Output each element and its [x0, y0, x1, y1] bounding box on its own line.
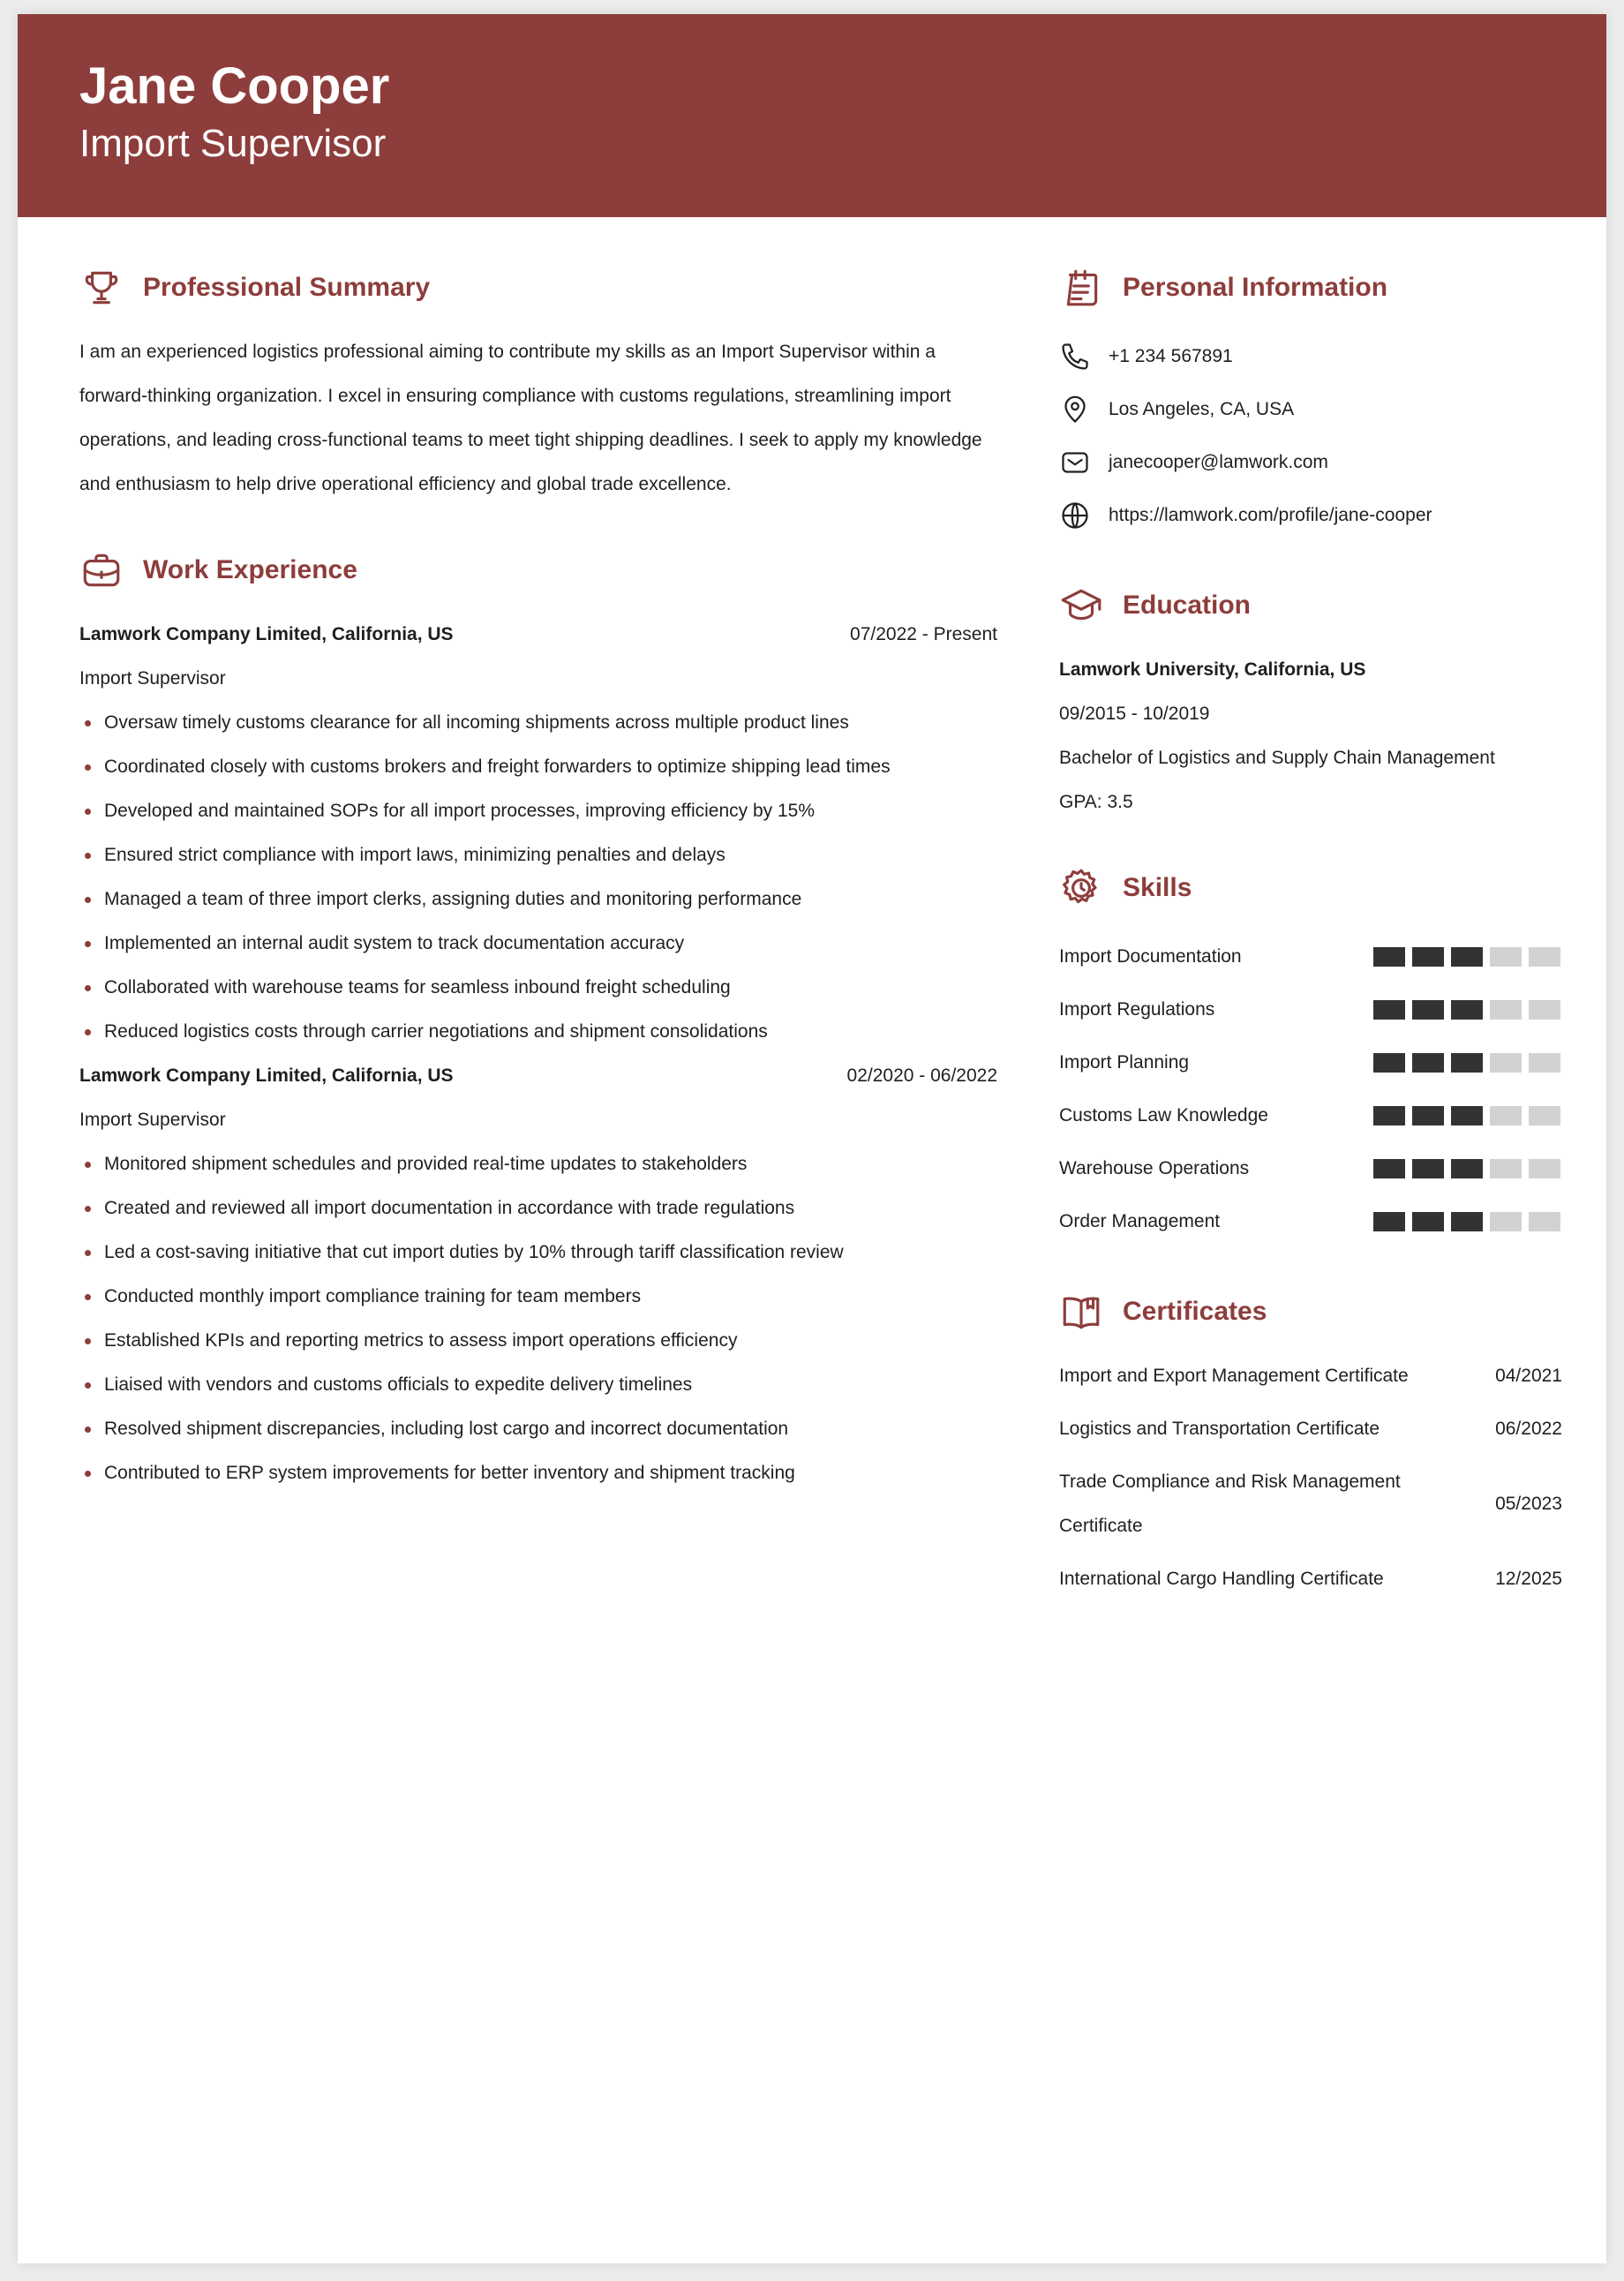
skill-level-bar [1373, 1053, 1560, 1073]
phone-text: +1 234 567891 [1109, 346, 1233, 366]
job-bullets [79, 701, 997, 1054]
skill-level-bar [1373, 1212, 1560, 1231]
job-dates: 07/2022 - Present [850, 624, 997, 644]
certificates-section [1059, 1285, 1562, 1601]
skill-level-bar [1373, 1106, 1560, 1125]
skills-section [1059, 862, 1562, 1248]
certificate-date: 05/2023 [1495, 1494, 1562, 1514]
work-heading: Work Experience [143, 555, 357, 584]
skill-segment-filled [1451, 1000, 1483, 1020]
job-dates: 02/2020 - 06/2022 [846, 1065, 997, 1086]
skill-level-bar [1373, 1159, 1560, 1178]
certificate-date: 04/2021 [1495, 1366, 1562, 1386]
left-column [79, 261, 997, 1532]
globe-icon [1059, 500, 1091, 531]
job-bullet: Implemented an internal audit system to track documentation accuracy [79, 922, 997, 966]
summary-heading: Professional Summary [143, 273, 431, 302]
calendar-note-icon [1059, 266, 1103, 310]
job-entry [79, 613, 997, 1054]
certificate-date: 06/2022 [1495, 1419, 1562, 1439]
job-header [79, 613, 997, 657]
certificates-header [1059, 1285, 1562, 1338]
open-book-icon [1059, 1290, 1103, 1334]
skill-segment-filled [1412, 1106, 1444, 1125]
candidate-title: Import Supervisor [79, 121, 387, 165]
job-bullet: Ensured strict compliance with import laws, minimizing penalties and delays [79, 833, 997, 877]
job-bullet: Collaborated with warehouse teams for seamless inbound freight scheduling [79, 966, 997, 1010]
skill-segment-filled [1451, 1106, 1483, 1125]
website-link[interactable]: https://lamwork.com/profile/jane-cooper [1109, 505, 1432, 525]
skill-segment-filled [1373, 1106, 1405, 1125]
skill-level-bar [1373, 947, 1560, 967]
skill-row [1059, 1089, 1562, 1142]
certificate-name: Trade Compliance and Risk Management Certificate [1059, 1472, 1401, 1536]
skill-segment-empty [1529, 1053, 1560, 1073]
skill-name: Customs Law Knowledge [1059, 1105, 1268, 1125]
skill-segment-empty [1490, 947, 1522, 967]
certificate-row [1059, 1557, 1562, 1601]
skill-segment-empty [1529, 1212, 1560, 1231]
skill-row [1059, 930, 1562, 983]
email-text[interactable]: janecooper@lamwork.com [1109, 452, 1328, 472]
briefcase-icon [79, 548, 124, 592]
summary-section [79, 261, 997, 507]
job-bullet: Coordinated closely with customs brokers and freight forwarders to optimize shipping lead times [79, 745, 997, 789]
candidate-name: Jane Cooper [79, 57, 390, 115]
skill-name: Import Planning [1059, 1052, 1190, 1073]
phone-icon [1059, 341, 1091, 373]
job-bullet: Conducted monthly import compliance training for team members [79, 1275, 997, 1319]
skill-name: Warehouse Operations [1059, 1158, 1250, 1178]
website-row [1059, 489, 1562, 542]
skill-level-bar [1373, 1000, 1560, 1020]
job-entry [79, 1054, 997, 1495]
summary-header [79, 261, 997, 314]
graduation-cap-icon [1059, 583, 1103, 628]
skill-name: Import Documentation [1059, 946, 1242, 967]
skill-segment-filled [1412, 1000, 1444, 1020]
skill-segment-filled [1412, 1053, 1444, 1073]
work-section [79, 544, 997, 1495]
skills-header [1059, 862, 1562, 915]
job-bullet: Contributed to ERP system improvements for better inventory and shipment tracking [79, 1451, 997, 1495]
skill-name: Order Management [1059, 1211, 1221, 1231]
job-bullet: Established KPIs and reporting metrics to assess import operations efficiency [79, 1319, 997, 1363]
skill-segment-filled [1451, 1212, 1483, 1231]
location-pin-icon [1059, 394, 1091, 425]
job-bullet: Resolved shipment discrepancies, including lost cargo and incorrect documentation [79, 1407, 997, 1451]
skill-row [1059, 1036, 1562, 1089]
skill-segment-filled [1451, 947, 1483, 967]
job-bullets [79, 1142, 997, 1495]
job-bullet: Oversaw timely customs clearance for all incoming shipments across multiple product lines [79, 701, 997, 745]
education-degree: Bachelor of Logistics and Supply Chain Management [1059, 748, 1495, 768]
skill-segment-filled [1373, 1000, 1405, 1020]
skill-segment-empty [1490, 1159, 1522, 1178]
skill-segment-empty [1490, 1000, 1522, 1020]
email-row [1059, 436, 1562, 489]
skill-segment-filled [1451, 1053, 1483, 1073]
skill-segment-empty [1490, 1212, 1522, 1231]
skill-segment-empty [1529, 1000, 1560, 1020]
skill-segment-filled [1373, 1212, 1405, 1231]
skill-name: Import Regulations [1059, 999, 1215, 1020]
skill-segment-filled [1412, 947, 1444, 967]
skills-heading: Skills [1123, 873, 1192, 902]
skill-segment-filled [1412, 1159, 1444, 1178]
skill-row [1059, 983, 1562, 1036]
phone-row [1059, 330, 1562, 383]
skill-segment-empty [1529, 1106, 1560, 1125]
location-row [1059, 383, 1562, 436]
work-header [79, 544, 997, 597]
certificate-row [1059, 1354, 1562, 1398]
certificate-name: Import and Export Management Certificate [1059, 1366, 1409, 1386]
resume-page [18, 14, 1606, 2263]
skill-segment-filled [1373, 1159, 1405, 1178]
education-section [1059, 579, 1562, 824]
job-position: Import Supervisor [79, 1110, 226, 1130]
education-header [1059, 579, 1562, 632]
certificate-row [1059, 1407, 1562, 1451]
skill-segment-empty [1529, 1159, 1560, 1178]
job-bullet: Developed and maintained SOPs for all import processes, improving efficiency by 15% [79, 789, 997, 833]
job-bullet: Reduced logistics costs through carrier negotiations and shipment consolidations [79, 1010, 997, 1054]
job-bullet: Liaised with vendors and customs officials to expedite delivery timelines [79, 1363, 997, 1407]
skill-segment-filled [1412, 1212, 1444, 1231]
certificate-name: Logistics and Transportation Certificate [1059, 1419, 1380, 1439]
certificates-heading: Certificates [1123, 1297, 1267, 1326]
skill-segment-empty [1490, 1106, 1522, 1125]
personal-heading: Personal Information [1123, 273, 1388, 302]
skill-row [1059, 1142, 1562, 1195]
skill-row [1059, 1195, 1562, 1248]
education-gpa: GPA: 3.5 [1059, 792, 1133, 812]
personal-section [1059, 261, 1562, 542]
job-bullet: Led a cost-saving initiative that cut import duties by 10% through tariff classification review [79, 1231, 997, 1275]
trophy-icon [79, 266, 124, 310]
skill-segment-filled [1373, 1053, 1405, 1073]
skill-segment-empty [1490, 1053, 1522, 1073]
skill-segment-filled [1451, 1159, 1483, 1178]
job-company: Lamwork Company Limited, California, US [79, 1065, 454, 1086]
job-position: Import Supervisor [79, 668, 226, 689]
mail-icon [1059, 447, 1091, 478]
job-bullet: Managed a team of three import clerks, assigning duties and monitoring performance [79, 877, 997, 922]
education-school: Lamwork University, California, US [1059, 659, 1366, 680]
skills-list [1059, 930, 1562, 1248]
skill-segment-filled [1373, 947, 1405, 967]
personal-header [1059, 261, 1562, 314]
summary-text: I am an experienced logistics professional aiming to contribute my skills as an Import Supervisor within a forward-thinking organization. I excel in ensuring compliance with customs regulations, streamlining import operations, and leading cross-functional teams to meet tight shipping deadlines. I seek to apply my knowledge and enthusiasm to help drive operational efficiency and global trade excellence. [79, 342, 982, 494]
location-text: Los Angeles, CA, USA [1109, 399, 1295, 419]
certificate-row [1059, 1460, 1562, 1548]
job-bullet: Monitored shipment schedules and provided real-time updates to stakeholders [79, 1142, 997, 1186]
skill-segment-empty [1529, 947, 1560, 967]
education-dates: 09/2015 - 10/2019 [1059, 704, 1210, 724]
right-column [1059, 261, 1562, 1638]
job-company: Lamwork Company Limited, California, US [79, 624, 454, 644]
certificate-date: 12/2025 [1495, 1569, 1562, 1589]
job-bullet: Created and reviewed all import documentation in accordance with trade regulations [79, 1186, 997, 1231]
resume-header [18, 14, 1606, 217]
education-heading: Education [1123, 591, 1252, 620]
job-header [79, 1054, 997, 1098]
gear-clock-icon [1059, 866, 1103, 910]
certificate-name: International Cargo Handling Certificate [1059, 1569, 1384, 1589]
